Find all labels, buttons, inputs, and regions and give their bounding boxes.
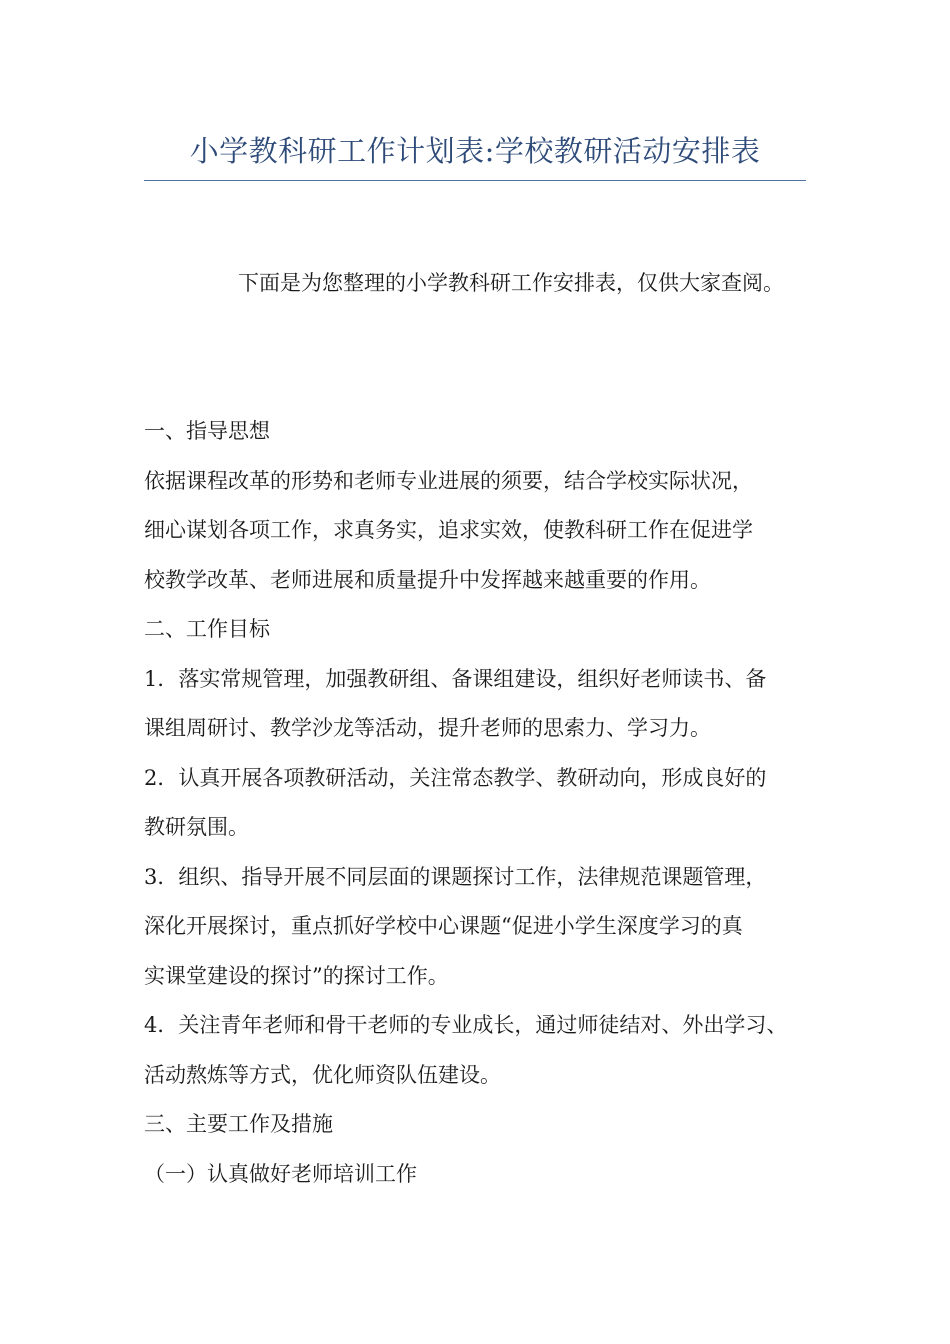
paragraph-line: 3．组织、指导开展不同层面的课题探讨工作，法律规范课题管理， xyxy=(144,864,767,889)
paragraph-line: 依据课程改革的形势和老师专业进展的须要，结合学校实际状况， xyxy=(144,468,753,493)
paragraph-line: 课组周研讨、教学沙龙等活动，提升老师的思索力、学习力。 xyxy=(144,716,711,740)
intro-paragraph: 下面是为您整理的小学教科研工作安排表，仅供大家查阅。 xyxy=(238,271,784,295)
paragraph-line: 细心谋划各项工作，求真务实，追求实效，使教科研工作在促进学 xyxy=(144,518,753,542)
paragraph-line: 4．关注青年老师和骨干老师的专业成长，通过师徒结对、外出学习、 xyxy=(144,1013,788,1037)
section-heading-guiding-ideology: 一、指导思想 xyxy=(144,419,270,443)
paragraph-line: 实课堂建设的探讨”的探讨工作。 xyxy=(144,963,449,988)
paragraph-line: 教研氛围。 xyxy=(144,815,249,839)
section-heading-main-work: 三、主要工作及措施 xyxy=(144,1112,333,1136)
section-heading-work-goals: 二、工作目标 xyxy=(144,617,270,641)
paragraph-line: 校教学改革、老师进展和质量提升中发挥越来越重要的作用。 xyxy=(144,567,711,592)
document-title: 小学教科研工作计划表:学校教研活动安排表 xyxy=(189,134,761,168)
paragraph-line: 1．落实常规管理，加强教研组、备课组建设，组织好老师读书、备 xyxy=(144,666,767,691)
subsection-heading-teacher-training: （一）认真做好老师培训工作 xyxy=(144,1161,417,1186)
title-underline xyxy=(144,180,806,181)
paragraph-line: 2．认真开展各项教研活动，关注常态教学、教研动向，形成良好的 xyxy=(144,765,767,790)
document-body xyxy=(144,413,834,1205)
paragraph-line: 深化开展探讨，重点抓好学校中心课题“促进小学生深度学习的真 xyxy=(144,914,743,938)
paragraph-line: 活动熬炼等方式，优化师资队伍建设。 xyxy=(144,1062,501,1087)
